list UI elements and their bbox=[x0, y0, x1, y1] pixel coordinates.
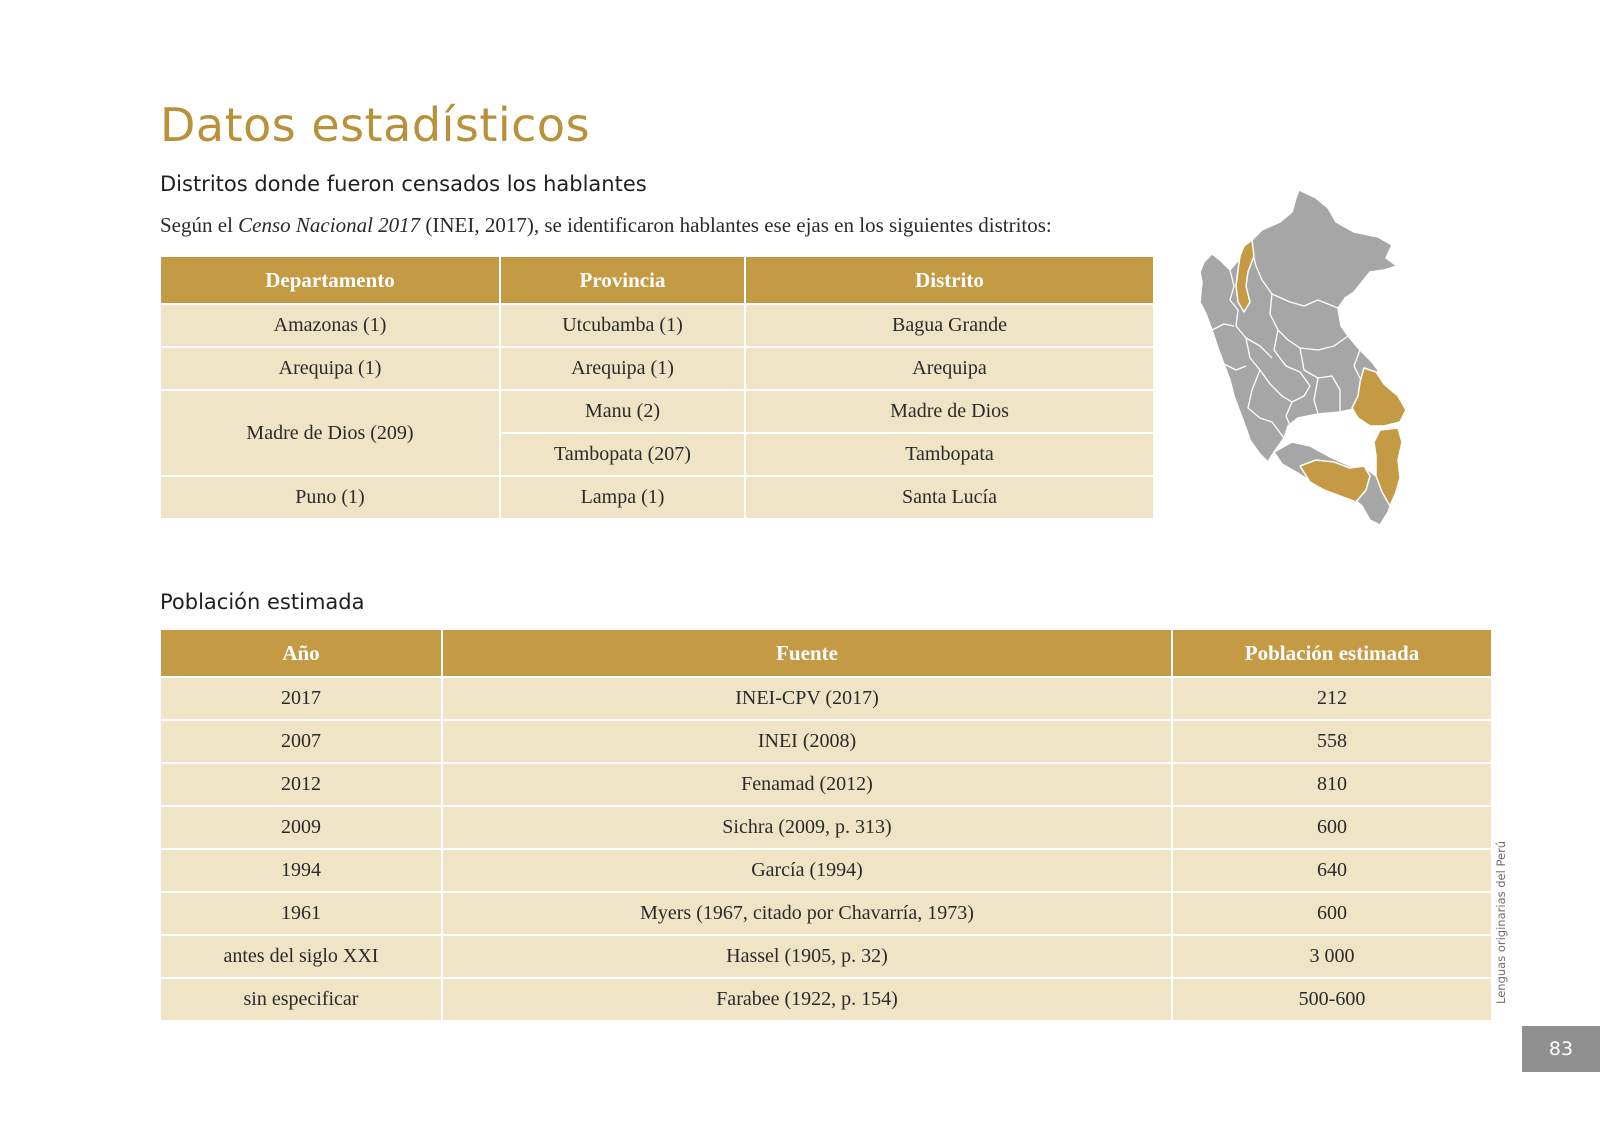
districts-table bbox=[159, 255, 1155, 520]
cell-distrito: Bagua Grande bbox=[745, 304, 1154, 347]
intro-paragraph bbox=[160, 213, 1052, 238]
table-row bbox=[160, 390, 1154, 433]
census-title: Censo Nacional 2017 bbox=[238, 213, 421, 237]
cell-distrito: Santa Lucía bbox=[745, 476, 1154, 519]
col-header-fuente: Fuente bbox=[442, 629, 1172, 677]
cell-distrito: Tambopata bbox=[745, 433, 1154, 476]
cell-poblacion: 500-600 bbox=[1172, 978, 1492, 1021]
cell-anio: 2017 bbox=[160, 677, 442, 720]
districts-heading: Distritos donde fueron censados los hablantes bbox=[160, 172, 647, 196]
col-header-distrito: Distrito bbox=[745, 256, 1154, 304]
table-row bbox=[160, 978, 1492, 1021]
cell-fuente: Fenamad (2012) bbox=[442, 763, 1172, 806]
table-row bbox=[160, 806, 1492, 849]
table-row bbox=[160, 304, 1154, 347]
page-number: 83 bbox=[1522, 1026, 1600, 1072]
cell-poblacion: 810 bbox=[1172, 763, 1492, 806]
table-row bbox=[160, 347, 1154, 390]
col-header-departamento: Departamento bbox=[160, 256, 500, 304]
cell-departamento: Madre de Dios (209) bbox=[160, 390, 500, 476]
cell-distrito: Arequipa bbox=[745, 347, 1154, 390]
cell-fuente: Sichra (2009, p. 313) bbox=[442, 806, 1172, 849]
col-header-anio: Año bbox=[160, 629, 442, 677]
running-footer: Lenguas originarias del Perú bbox=[1494, 840, 1508, 1004]
cell-departamento: Arequipa (1) bbox=[160, 347, 500, 390]
cell-poblacion: 640 bbox=[1172, 849, 1492, 892]
cell-poblacion: 600 bbox=[1172, 806, 1492, 849]
cell-fuente: Hassel (1905, p. 32) bbox=[442, 935, 1172, 978]
intro-prefix: Según el bbox=[160, 213, 239, 237]
cell-provincia: Lampa (1) bbox=[500, 476, 745, 519]
table-row bbox=[160, 720, 1492, 763]
cell-fuente: García (1994) bbox=[442, 849, 1172, 892]
cell-anio: 1961 bbox=[160, 892, 442, 935]
cell-anio: 1994 bbox=[160, 849, 442, 892]
cell-fuente: INEI-CPV (2017) bbox=[442, 677, 1172, 720]
col-header-provincia: Provincia bbox=[500, 256, 745, 304]
cell-distrito: Madre de Dios bbox=[745, 390, 1154, 433]
cell-poblacion: 558 bbox=[1172, 720, 1492, 763]
population-table bbox=[159, 628, 1493, 1022]
cell-provincia: Manu (2) bbox=[500, 390, 745, 433]
cell-anio: 2007 bbox=[160, 720, 442, 763]
peru-map-icon bbox=[1200, 190, 1450, 535]
cell-poblacion: 3 000 bbox=[1172, 935, 1492, 978]
population-heading: Población estimada bbox=[160, 590, 365, 614]
table-row bbox=[160, 935, 1492, 978]
districts-header-row bbox=[160, 256, 1154, 304]
population-header-row bbox=[160, 629, 1492, 677]
cell-fuente: Myers (1967, citado por Chavarría, 1973) bbox=[442, 892, 1172, 935]
table-row bbox=[160, 476, 1154, 519]
col-header-poblacion: Población estimada bbox=[1172, 629, 1492, 677]
table-row bbox=[160, 763, 1492, 806]
cell-anio: sin especificar bbox=[160, 978, 442, 1021]
cell-departamento: Puno (1) bbox=[160, 476, 500, 519]
table-row bbox=[160, 892, 1492, 935]
cell-poblacion: 600 bbox=[1172, 892, 1492, 935]
cell-anio: antes del siglo XXI bbox=[160, 935, 442, 978]
cell-fuente: Farabee (1922, p. 154) bbox=[442, 978, 1172, 1021]
cell-departamento: Amazonas (1) bbox=[160, 304, 500, 347]
cell-provincia: Utcubamba (1) bbox=[500, 304, 745, 347]
cell-anio: 2012 bbox=[160, 763, 442, 806]
cell-fuente: INEI (2008) bbox=[442, 720, 1172, 763]
page-title: Datos estadísticos bbox=[160, 98, 591, 152]
table-row bbox=[160, 677, 1492, 720]
table-row bbox=[160, 849, 1492, 892]
map-region-arequipa bbox=[1300, 460, 1370, 502]
cell-anio: 2009 bbox=[160, 806, 442, 849]
cell-provincia: Arequipa (1) bbox=[500, 347, 745, 390]
cell-provincia: Tambopata (207) bbox=[500, 433, 745, 476]
cell-poblacion: 212 bbox=[1172, 677, 1492, 720]
intro-suffix: (INEI, 2017), se identificaron hablantes ese ejas en los siguientes distritos: bbox=[420, 213, 1052, 237]
